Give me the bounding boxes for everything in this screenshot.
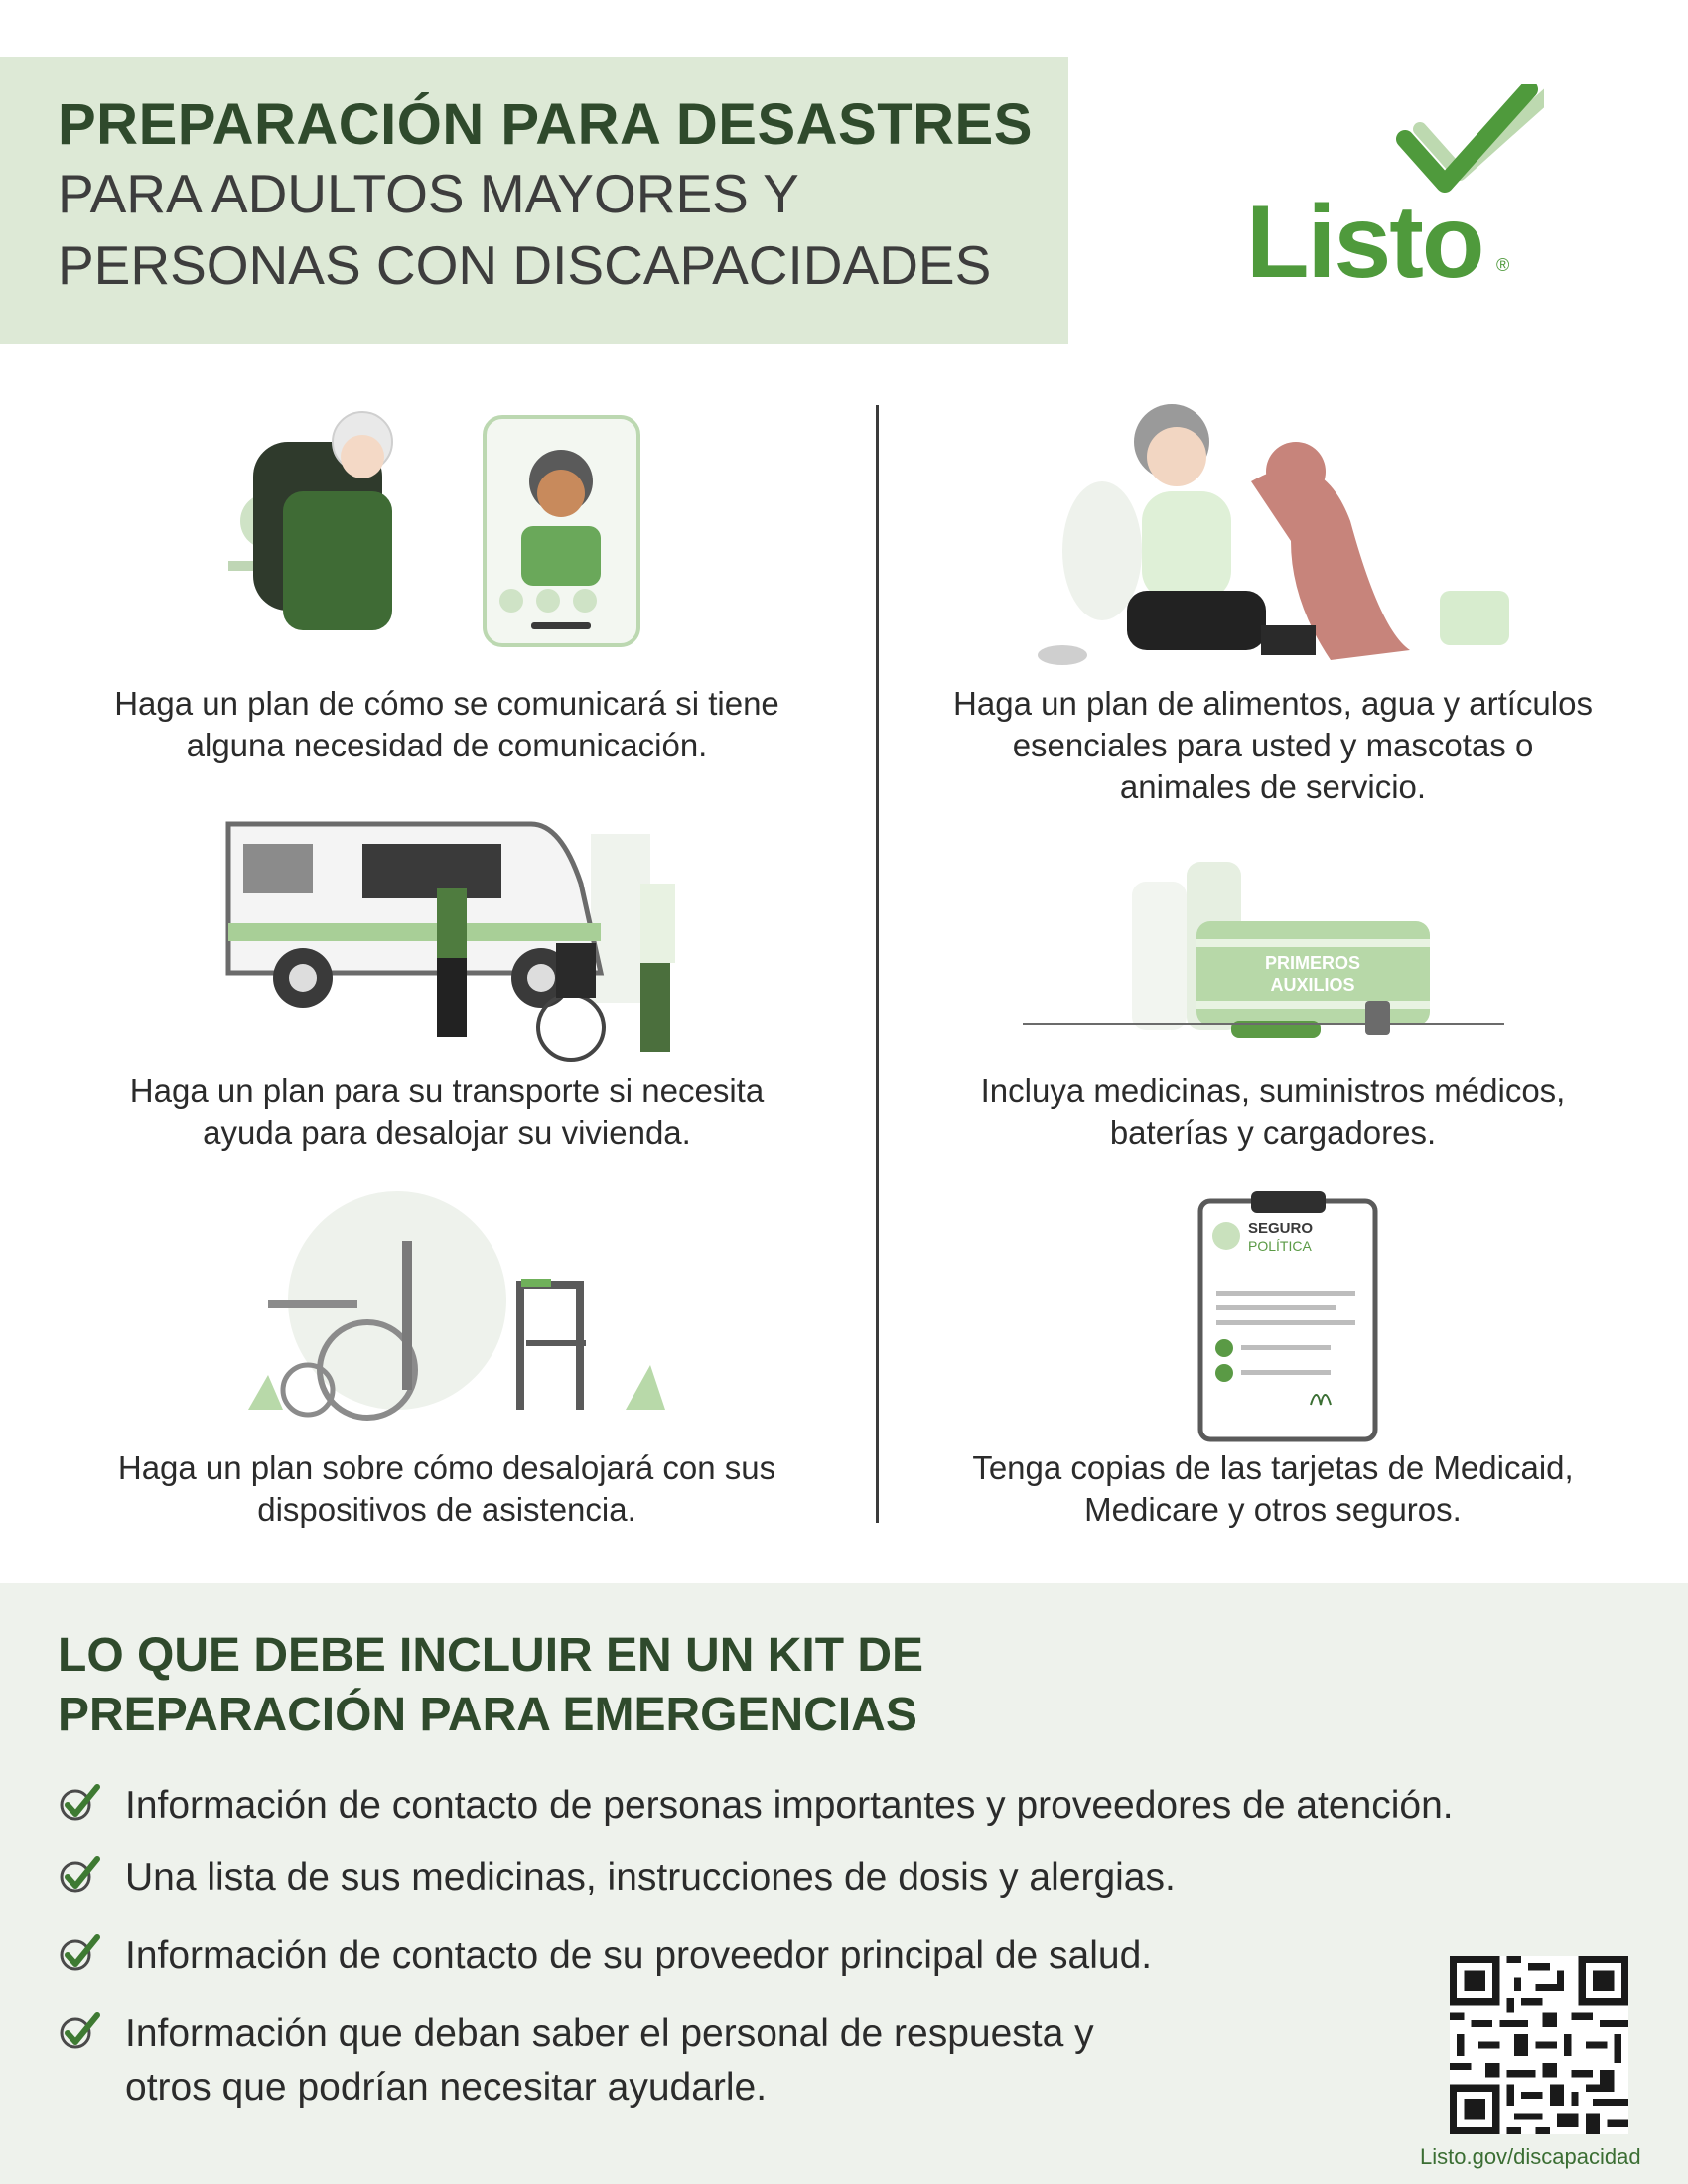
check-icon: [58, 1783, 103, 1823]
doc-line2: POLÍTICA: [1248, 1238, 1312, 1254]
check-icon: [58, 2011, 103, 2051]
caption-line: Incluya medicinas, suministros médicos,: [980, 1072, 1566, 1109]
footer-url-link[interactable]: Listo.gov/discapacidad: [1420, 2144, 1641, 2169]
caption-line: baterías y cargadores.: [1109, 1114, 1437, 1151]
caption-line: ayuda para desalojar su vivienda.: [203, 1114, 691, 1151]
check-icon: [58, 1855, 103, 1895]
column-divider: [876, 405, 879, 1523]
logo-wordmark: Listo: [1246, 185, 1483, 300]
page-title: PREPARACIÓN PARA DESASTRES: [58, 92, 1033, 157]
list-item-text-line: otros que podrían necesitar ayudarle.: [125, 2066, 768, 2109]
caption-line: Tenga copias de las tarjetas de Medicaid,: [972, 1449, 1574, 1486]
qr-code-icon[interactable]: [1450, 1956, 1628, 2134]
insurance-clipboard-icon: [1196, 1191, 1380, 1444]
page-subtitle-line2: PERSONAS CON DISCAPACIDADES: [58, 234, 992, 296]
list-item-text: Información de contacto de su proveedor principal de salud.: [125, 1934, 1153, 1977]
caption-line: alguna necesidad de comunicación.: [186, 727, 708, 763]
first-aid-kit-icon: [1023, 852, 1509, 1050]
kit-title-line1: LO QUE DEBE INCLUIR EN UN KIT DE: [58, 1629, 924, 1682]
caption-line: Haga un plan para su transporte si necesita: [129, 1072, 765, 1109]
caption-line: Haga un plan sobre cómo desalojará con sus: [117, 1449, 776, 1486]
kit-title-line2: PREPARACIÓN PARA EMERGENCIAS: [58, 1689, 917, 1741]
kit-label-line1: PRIMEROS: [1264, 953, 1361, 973]
caption-line: Medicare y otros seguros.: [1084, 1491, 1462, 1528]
transport-van-icon: [213, 794, 710, 1062]
list-item-text: [125, 2007, 1094, 2115]
pet-supplies-icon: [1033, 402, 1519, 685]
page-subtitle-line1: PARA ADULTOS MAYORES Y: [58, 163, 799, 224]
list-item-text: Una lista de sus medicinas, instrucciones de dosis y alergias.: [125, 1856, 1176, 1899]
video-call-icon: [228, 402, 655, 650]
list-item-text: Información de contacto de personas importantes y proveedores de atención.: [125, 1784, 1454, 1827]
doc-line1: SEGURO: [1248, 1220, 1314, 1237]
registered-mark: ®: [1496, 255, 1510, 275]
mobility-devices-icon: [228, 1181, 685, 1430]
caption-line: Haga un plan de alimentos, agua y artículos: [953, 685, 1593, 722]
check-icon: [58, 1933, 103, 1973]
list-item-text-line: Información que deban saber el personal de respuesta y: [125, 2012, 1094, 2055]
checkmark-logo-icon: [1246, 84, 1544, 194]
caption-line: esenciales para usted y mascotas o: [1012, 727, 1534, 763]
kit-label-line2: AUXILIOS: [1270, 975, 1355, 995]
listo-logo: [1246, 84, 1534, 300]
caption-line: animales de servicio.: [1119, 768, 1427, 805]
caption-line: dispositivos de asistencia.: [257, 1491, 636, 1528]
caption-line: Haga un plan de cómo se comunicará si tiene: [114, 685, 779, 722]
